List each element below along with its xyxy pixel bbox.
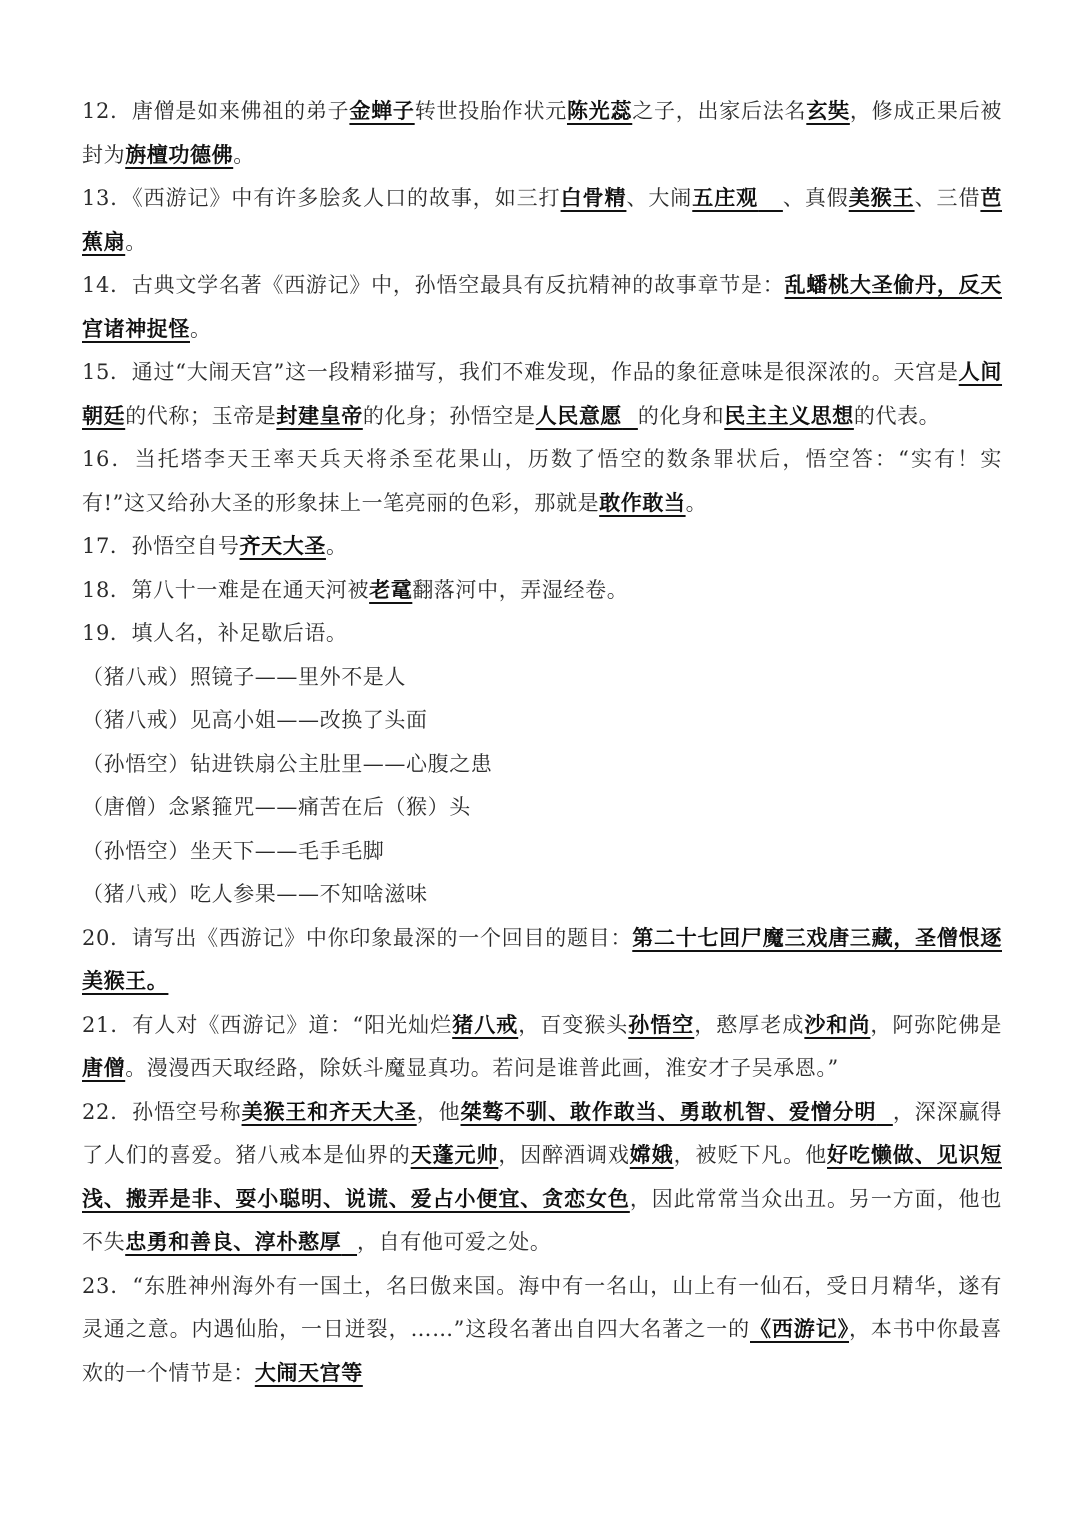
answer-text: 老鼋 <box>369 577 413 602</box>
answer-text: 唐僧 <box>82 1056 126 1080</box>
idiom-line: （猪八戒）见高小姐——改换了头面 <box>82 708 428 732</box>
question-13 <box>82 177 1002 264</box>
question-text: ，被贬下凡。他 <box>673 1143 828 1167</box>
question-text: 。 <box>325 534 348 558</box>
question-text: 。 <box>233 142 255 167</box>
answer-text: 忠勇和善良、淳朴憨厚 <box>125 1230 342 1254</box>
question-text: 22．孙悟空号称 <box>82 1099 242 1124</box>
question-text: 、真假 <box>782 186 849 210</box>
answer-text: 陈光蕊 <box>566 99 633 123</box>
answer-text: 好吃懒做、见识短浅、搬弄是非、耍小聪明、说谎、爱占小便宜、贪恋女色 <box>82 1143 1002 1211</box>
question-text: 的化身；孙悟空是 <box>362 403 536 428</box>
question-15 <box>82 351 1002 438</box>
question-16 <box>82 438 1002 525</box>
answer-text: 民主主义思想 <box>724 403 854 428</box>
question-text: 17．孙悟空自号 <box>82 534 240 558</box>
question-text: ，百变猴头 <box>518 1012 629 1037</box>
question-text: ，自有他可爱之处。 <box>357 1230 552 1254</box>
question-text: 的化身和 <box>637 403 725 428</box>
question-text: 翻落河中，弄湿经卷。 <box>412 577 629 602</box>
question-21 <box>82 1004 1002 1091</box>
question-text: 14．古典文学名著《西游记》中，孙悟空最具有反抗精神的故事章节是： <box>82 273 785 297</box>
question-text: ，修成正果后被封为 <box>82 99 1002 167</box>
question-text: 、大闹 <box>626 186 693 210</box>
question-17 <box>82 525 1002 569</box>
question-text: ，因醉酒调戏 <box>498 1143 630 1167</box>
question-text: 12．唐僧是如来佛祖的弟子 <box>82 99 350 123</box>
answer-text: 敢作敢当 <box>599 490 686 515</box>
answer-text: 天蓬元帅 <box>410 1143 499 1167</box>
question-text: 。 <box>190 316 212 341</box>
question-22 <box>82 1091 1002 1265</box>
answer-text: 美猴王 <box>848 186 915 210</box>
question-18 <box>82 569 1002 613</box>
question-text: ，因此常常当众出丑。另一方面，他也不失 <box>82 1186 1003 1254</box>
answer-text: 沙和尚 <box>804 1012 871 1037</box>
question-text: 15．通过“大闹天宫”这一段精彩描写，我们不难发现，作品的象征意味是很深浓的。天宫是 <box>82 360 959 384</box>
idiom-line: （孙悟空）坐天下——毛手毛脚 <box>82 838 385 863</box>
question-text: 的代表。 <box>853 403 941 428</box>
question-text: ，深深赢得了人们的喜爱。猪八戒本是仙界的 <box>82 1099 1003 1167</box>
question-text: 16．当托塔李天王率天兵天将杀至花果山，历数了悟空的数条罪状后，悟空答：“实有！实有!”这又给孙大圣的形象抹上一笔亮丽的色彩，那就是 <box>82 447 1002 515</box>
answer-text: 大闹天宫等 <box>254 1360 363 1385</box>
question-text: ，他 <box>416 1099 461 1124</box>
answer-text: 乱蟠桃大圣偷丹，反天宫诸神捉怪 <box>82 273 1002 341</box>
answer-text: 孙悟空 <box>628 1012 695 1037</box>
answer-text: 桀骜不驯、敢作敢当、勇敢机智、爱憎分明 <box>460 1099 877 1124</box>
answer-text: 白骨精 <box>560 186 627 210</box>
question-text: 18．第八十一难是在通天河被 <box>82 577 370 602</box>
question-text: ，阿弥陀佛是 <box>870 1012 1003 1037</box>
question-text: 转世投胎作状元 <box>414 99 567 123</box>
answer-text: 猪八戒 <box>452 1012 519 1037</box>
answer-text: 齐天大圣 <box>239 534 326 558</box>
question-12 <box>82 90 1002 177</box>
question-text: 21．有人对《西游记》道：“阳光灿烂 <box>82 1012 453 1037</box>
answer-text: 封建皇帝 <box>276 403 363 428</box>
question-text: 的代称；玉帝是 <box>125 403 277 428</box>
question-20 <box>82 917 1002 1004</box>
answer-text: 人民意愿 <box>535 403 623 428</box>
answer-text: 人间朝廷 <box>82 360 1003 428</box>
question-23 <box>82 1265 1002 1396</box>
answer-text: 第二十七回尸魔三戏唐三藏，圣僧恨逐美猴王。 <box>82 925 1002 993</box>
idiom-line: （唐僧）念紧箍咒——痛苦在后（猴）头 <box>82 795 471 819</box>
answer-text: 嫦娥 <box>629 1143 674 1167</box>
answer-text: 五庄观 <box>692 186 759 210</box>
answer-text: 金蝉子 <box>349 99 415 123</box>
answer-text: 《西游记》 <box>750 1317 849 1341</box>
answer-text: 芭蕉扇 <box>82 186 1003 254</box>
answer-text: 美猴王和齐天大圣 <box>241 1099 417 1124</box>
idiom-line: （孙悟空）钻进铁扇公主肚里——心腹之患 <box>82 751 493 776</box>
question-text: 20．请写出《西游记》中你印象最深的一个回目的题目： <box>82 925 633 950</box>
question-text: 13．《西游记》中有许多脍炙人口的故事，如三打 <box>82 186 561 210</box>
question-text: 23．“东胜神州海外有一国土，名曰傲来国。海中有一名山，山上有一仙石，受日月精华，遂有灵通之意。内遇仙胎，一日迸裂，……”这段名著出自四大名著之一的 <box>82 1273 1002 1341</box>
answer-text: 旃檀功德佛 <box>125 142 234 167</box>
answer-text: 玄奘 <box>806 99 850 123</box>
idiom-line: （猪八戒）照镜子——里外不是人 <box>82 664 406 689</box>
question-19-title: 19．填人名，补足歇后语。 <box>82 621 348 645</box>
question-text: 。 <box>125 229 147 254</box>
question-text: 。 <box>685 490 708 515</box>
question-text: ，憨厚老成 <box>694 1012 805 1037</box>
question-text: 之子，出家后法名 <box>632 99 807 123</box>
idiom-line: （猪八戒）吃人参果——不知啥滋味 <box>82 882 428 906</box>
question-text: 。漫漫西天取经路，除妖斗魔显真功。若问是谁普此画，淮安才子吴承恩。” <box>125 1056 839 1080</box>
question-text: ，本书中你最喜欢的一个情节是： <box>82 1317 1002 1385</box>
question-14 <box>82 264 1002 351</box>
question-text: 、三借 <box>914 186 981 210</box>
